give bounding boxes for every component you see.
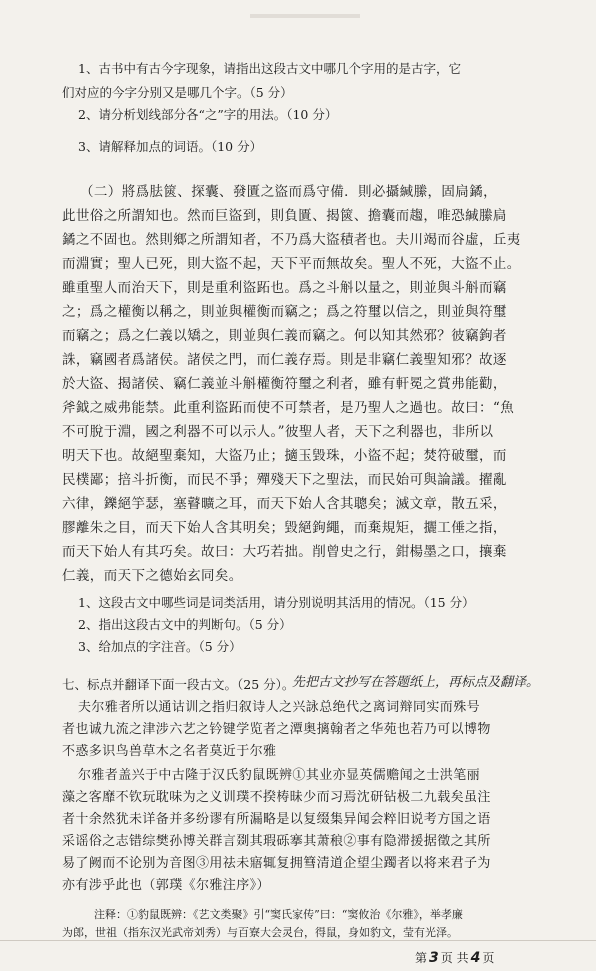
passage-line: 民樸鄙；掊斗折衡，而民不爭；殫殘天下之聖法，而民始可與論議。擢亂 [62, 472, 507, 488]
footer-divider [0, 940, 596, 941]
passage-line: 鐍之不固也。然則鄉之所謂知者，不乃爲大盜積者也。夫川竭而谷虛，丘夷 [62, 232, 521, 248]
passage-line: 而天下始人有其巧矣。故曰：大巧若拙。削曾史之行，鉗楊墨之口，攘棄 [62, 544, 507, 560]
question-1-2: 2、请分析划线部分各“之”字的用法。（10 分） [78, 107, 338, 122]
footnote-line: 为郎，世祖（指东汉光武帝刘秀）与百寮大会灵台，得鼠，身如豹文，莹有光泽。 [62, 926, 458, 939]
current-page-number: 3 [429, 950, 439, 966]
passage-line: 藻之客靡不钦玩耽味为之义训璞不揆梼昧少而习焉沈研钻极二九载矣虽注 [62, 790, 491, 805]
passage-line: （二）將爲胠篋、探囊、發匱之盜而爲守備．則必攝緘縢，固扃鐍， [80, 184, 497, 200]
passage-line: 斧鉞之威弗能禁。此重利盜跖而使不可禁者，是乃聖人之過也。故曰：“魚 [62, 400, 515, 416]
passage-line: 六律，鑠絕竽瑟，塞瞽曠之耳，而天下始人含其聰矣；滅文章，散五采， [62, 496, 507, 512]
question-2-2: 2、指出这段古文中的判断句。（5 分） [78, 617, 292, 632]
section-7-title: 七、标点并翻译下面一段古文。（25 分）。 [62, 677, 295, 692]
passage-line: 而竊之；爲之仁義以矯之，則並與仁義而竊之。何以知其然邪？彼竊鉤者 [62, 328, 507, 344]
question-2-3: 3、给加点的字注音。（5 分） [78, 639, 242, 654]
passage-line: 亦有涉乎此也（郭璞《尔雅注序》） [62, 878, 270, 893]
passage-line: 膠離朱之目，而天下始人含其明矣；毀絕鉤繩，而棄規矩，攦工倕之指， [62, 520, 507, 536]
passage-line: 此世俗之所謂知也。然而巨盜到，則負匱、揭篋、擔囊而趨，唯恐緘縢扃 [62, 208, 507, 224]
passage-line: 采谣俗之志错综樊孙博关群言剟其瑕砾搴其萧稂②事有隐滞援据徵之其所 [62, 834, 491, 849]
passage-line: 易了阙而不论别为音图③用祛未寤辄复拥篲清道企望尘躅者以将来君子为 [62, 856, 491, 871]
passage-line: 夫尔雅者所以通诂训之指归叙诗人之兴詠总绝代之离词辩同实而殊号 [78, 700, 481, 715]
passage-line: 者也诚九流之津涉六艺之钤键学览者之潭奥摛翰者之华苑也若乃可以博物 [62, 722, 491, 737]
passage-line: 尔雅者盖兴于中古隆于汉氏豹鼠既辨①其业亦显英儒赡闻之士洪笔丽 [78, 768, 481, 783]
page-footer [415, 949, 494, 966]
passage-line: 仁義，而天下之德始玄同矣。 [62, 568, 243, 584]
passage-line: 於大盜、揭諸侯、竊仁義並斗斛權衡符璽之利者，雖有軒冕之賞弗能勸， [62, 376, 507, 392]
total-pages-number: 4 [470, 950, 481, 966]
passage-line: 不可脫于淵，國之利器不可以示人。”彼聖人者，天下之利器也，非所以 [62, 424, 494, 440]
footer-prefix: 第 [415, 951, 428, 965]
question-1-3: 3、请解释加点的词语。（10 分） [78, 139, 263, 154]
passage-line: 明天下也。故絕聖棄知，大盜乃止；擿玉毀珠，小盜不起；焚符破璽，而 [62, 448, 507, 464]
scan-mark [250, 14, 360, 18]
passage-line: 誅，竊國者爲諸侯。諸侯之門，而仁義存焉。則是非竊仁義聖知邪？故逐 [62, 352, 507, 368]
passage-line: 雖重聖人而治天下，則是重利盜跖也。爲之斗斛以量之，則並與斗斛而竊 [62, 280, 507, 296]
footer-suffix: 页 [482, 951, 495, 965]
question-1-1: 1、古书中有古今字现象，请指出这段古文中哪几个字用的是古字，它 [78, 61, 461, 76]
footnote-line: 注释：①豹鼠既辨：《艺文类聚》引“窦氏家传”曰：“窦攸治《尔雅》，举孝廉 [94, 908, 463, 921]
passage-line: 之；爲之權衡以稱之，則並與權衡而竊之；爲之符璽以信之，則並與符璽 [62, 304, 507, 320]
passage-line: 而淵實；聖人已死，則大盜不起，天下平而無故矣。聖人不死，大盜不止。 [62, 256, 521, 272]
question-1-1-cont: 们对应的今字分别又是哪几个字。（5 分） [62, 85, 293, 100]
question-2-1: 1、这段古文中哪些词是词类活用，请分别说明其活用的情况。（15 分） [78, 595, 475, 610]
handwritten-note: 先把古文抄写在答题纸上，再标点及翻译。 [292, 675, 540, 690]
footer-mid: 页 共 [440, 951, 469, 965]
passage-line: 不惑多识鸟兽草木之名者莫近于尔雅 [62, 744, 277, 759]
passage-line: 者十余然犹未详备并多纷谬有所漏略是以复缀集异闻会粹旧说考方国之语 [62, 812, 491, 827]
